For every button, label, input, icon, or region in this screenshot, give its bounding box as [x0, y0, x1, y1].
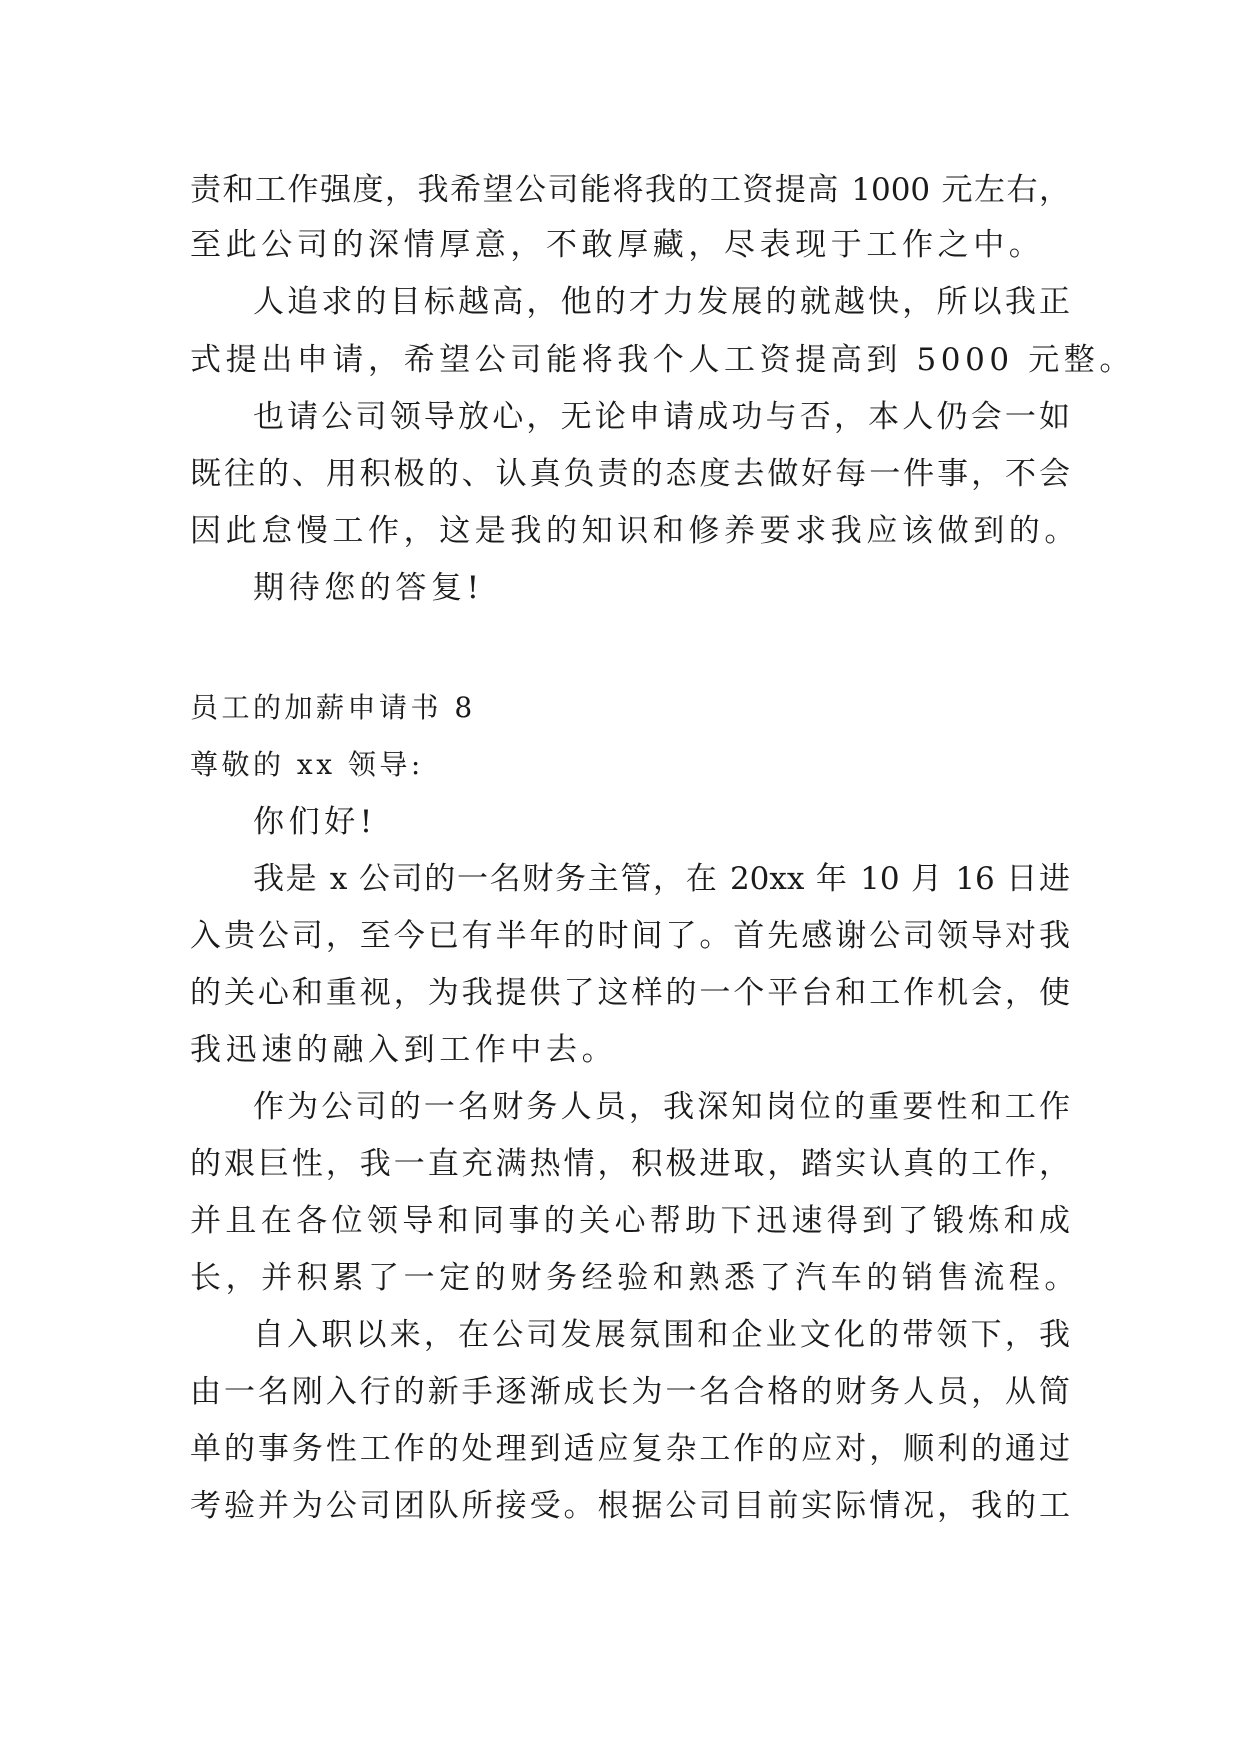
- section-title: 员工的加薪申请书 8: [190, 691, 476, 724]
- text-line: 人追求的目标越高，他的才力发展的就越快，所以我正: [253, 284, 1070, 320]
- text-line: 我迅速的融入到工作中去。: [190, 1032, 618, 1068]
- text-line: 我是 x 公司的一名财务主管，在 20xx 年 10 月 16 日进: [253, 861, 1070, 897]
- text-line: 并且在各位领导和同事的关心帮助下迅速得到了锻炼和成: [190, 1203, 1070, 1239]
- text-line: 的艰巨性，我一直充满热情，积极进取，踏实认真的工作，: [190, 1146, 1070, 1182]
- text-line: 考验并为公司团队所接受。根据公司目前实际情况，我的工: [190, 1488, 1070, 1524]
- text-line: 由一名刚入行的新手逐渐成长为一名合格的财务人员，从简: [190, 1374, 1070, 1410]
- text-line: 式提出申请，希望公司能将我个人工资提高到 5000 元整。: [190, 342, 1135, 378]
- text-line: 入贵公司，至今已有半年的时间了。首先感谢公司领导对我: [190, 918, 1070, 954]
- text-line: 单的事务性工作的处理到适应复杂工作的应对，顺利的通过: [190, 1431, 1070, 1467]
- text-line: 也请公司领导放心，无论申请成功与否，本人仍会一如: [253, 399, 1070, 435]
- text-line: 作为公司的一名财务人员，我深知岗位的重要性和工作: [253, 1089, 1070, 1125]
- text-line: 的关心和重视，为我提供了这样的一个平台和工作机会，使: [190, 975, 1070, 1011]
- salutation: 尊敬的 xx 领导:: [190, 748, 424, 781]
- text-line: 责和工作强度，我希望公司能将我的工资提高 1000 元左右，: [190, 172, 1070, 208]
- text-line: 期待您的答复!: [253, 570, 484, 606]
- text-line: 长，并积累了一定的财务经验和熟悉了汽车的销售流程。: [190, 1260, 1080, 1296]
- text-line: 自入职以来，在公司发展氛围和企业文化的带领下，我: [253, 1317, 1070, 1353]
- greeting: 你们好!: [253, 804, 377, 840]
- text-line: 至此公司的深情厚意，不敢厚藏，尽表现于工作之中。: [190, 227, 1045, 263]
- text-line: 因此怠慢工作，这是我的知识和修养要求我应该做到的。: [190, 513, 1080, 549]
- text-line: 既往的、用积极的、认真负责的态度去做好每一件事，不会: [190, 456, 1070, 492]
